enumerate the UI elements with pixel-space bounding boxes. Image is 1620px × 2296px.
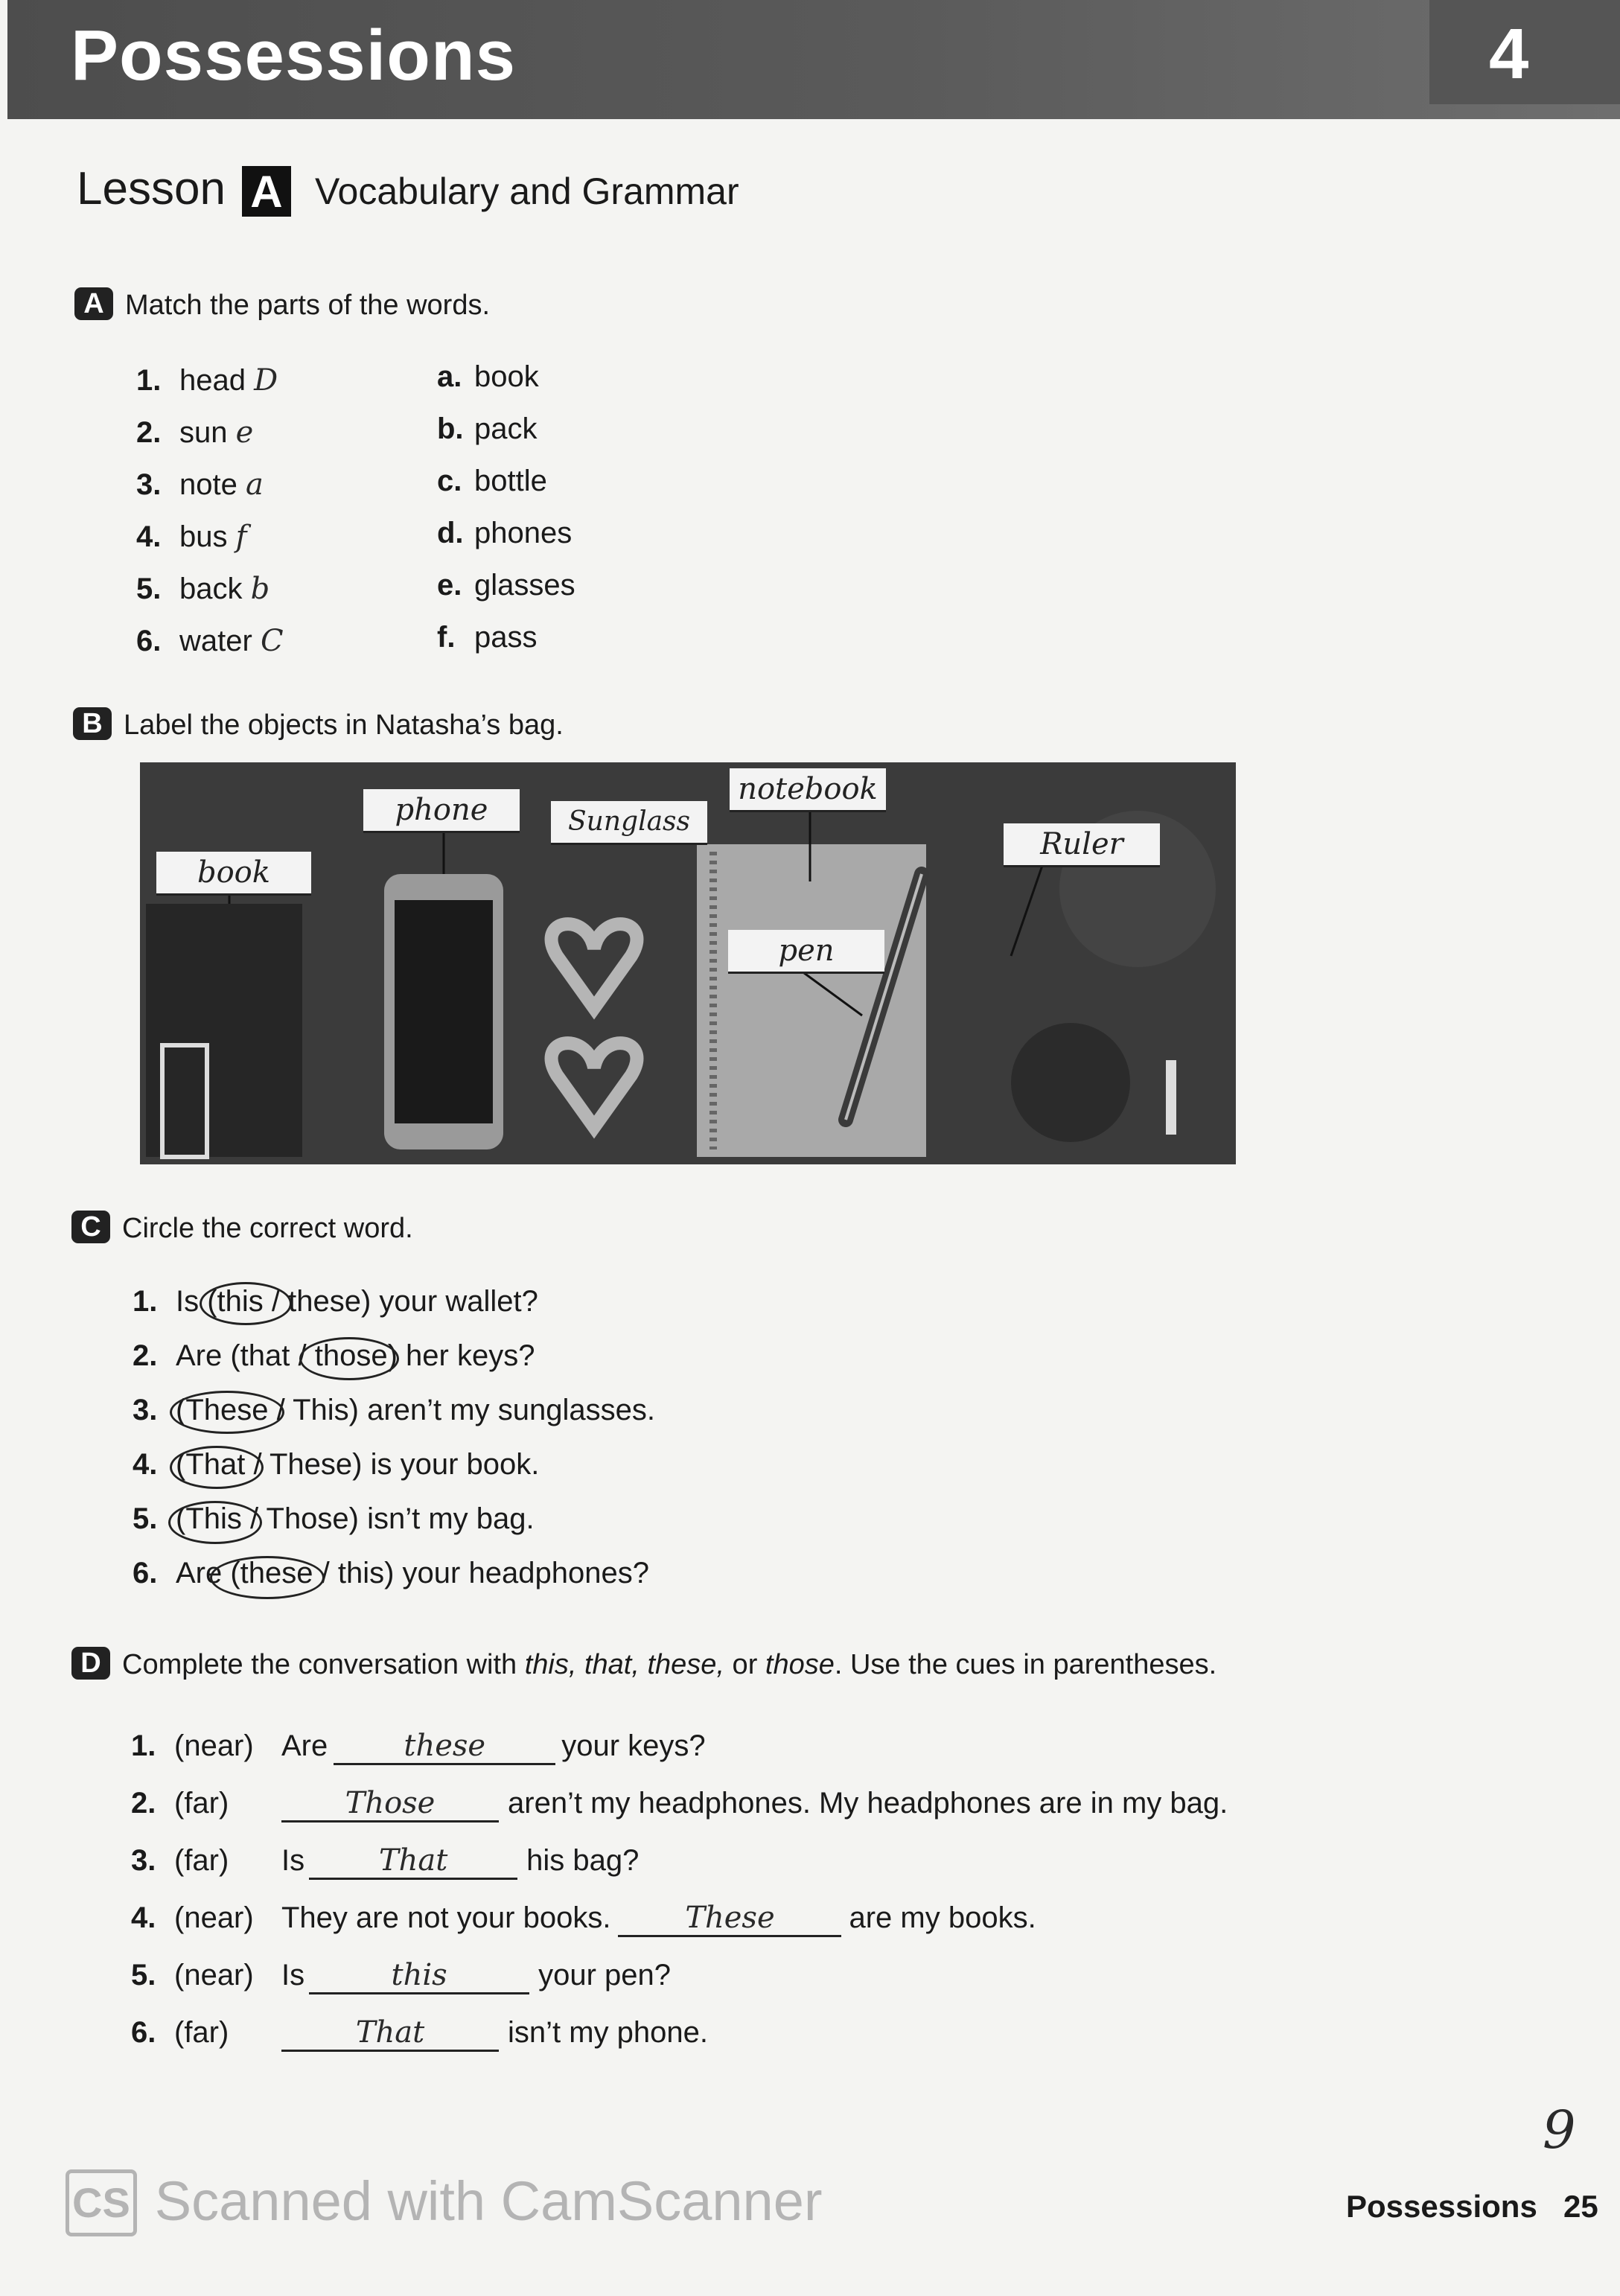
chapter-title: Possessions	[71, 16, 516, 95]
list-item: 5. (near) Is this your pen?	[131, 1958, 1546, 2015]
answer-circle	[170, 1446, 264, 1489]
list-item: 3. (far) Is That his bag?	[131, 1843, 1546, 1901]
list-item: 6. Are (these / this) your headphones?	[133, 1557, 649, 1589]
list-item: 6. (far) That isn’t my phone.	[131, 2015, 1546, 2073]
cue: (near)	[174, 1729, 254, 1762]
list-item: 1. (near) Are these your keys?	[131, 1729, 1546, 1786]
list-item: 5. back b	[136, 572, 270, 606]
margin-mark: 9	[1543, 2099, 1576, 2161]
label-ruler[interactable]: Ruler	[1004, 823, 1160, 867]
section-c-heading	[71, 1211, 413, 1245]
section-a-badge: A	[74, 287, 113, 320]
notebook-shape	[697, 844, 926, 1157]
answer-circle	[200, 1282, 292, 1325]
lesson-label: Lesson	[77, 163, 226, 214]
label-phone[interactable]: phone	[363, 789, 520, 833]
answer-circle	[170, 1391, 284, 1434]
list-item: 2. (far) Those aren’t my headphones. My headphones are in my bag.	[131, 1786, 1546, 1843]
unit-number: 4	[1489, 14, 1529, 94]
cue: (far)	[174, 1844, 229, 1877]
section-b-badge: B	[73, 707, 112, 740]
cue: (far)	[174, 1787, 229, 1820]
handwritten-answer: D	[254, 363, 278, 398]
answer-blank[interactable]: this	[309, 1958, 529, 1994]
target-words: this, that, these,	[524, 1649, 724, 1680]
handwritten-answer: e	[235, 415, 254, 450]
bag-contents-photo	[140, 762, 1236, 1164]
list-item: a. book	[437, 360, 539, 393]
handwritten-answer: a	[245, 468, 264, 502]
list-item: f. pass	[437, 621, 538, 654]
list-item: 3. (These / This) aren’t my sunglasses.	[133, 1394, 655, 1426]
section-d-badge: D	[71, 1647, 110, 1680]
book-shape	[146, 904, 302, 1157]
list-item: 3. note a	[136, 468, 264, 502]
footer-section-title: Possessions	[1346, 2189, 1537, 2224]
list-item: d. phones	[437, 517, 573, 549]
handwritten-answer: f	[235, 520, 247, 554]
section-d-heading: D Complete the conversation with this, that, these, or those. Use the cues in parentheses.	[71, 1647, 1216, 1681]
camscanner-logo-icon: CS	[66, 2169, 137, 2236]
answer-blank[interactable]: That	[281, 2015, 499, 2052]
section-a-instruction: Match the parts of the words.	[125, 290, 491, 321]
lesson-subtitle: Vocabulary and Grammar	[314, 170, 739, 212]
handwritten-answer: b	[250, 572, 270, 606]
section-a-heading	[74, 287, 490, 322]
section-b-instruction: Label the objects in Natasha’s bag.	[124, 709, 564, 741]
cue: (near)	[174, 1959, 254, 1992]
label-book[interactable]: book	[156, 852, 311, 896]
answer-blank[interactable]: Those	[281, 1786, 499, 1823]
list-item: e. glasses	[437, 569, 575, 602]
match-right-column	[437, 360, 575, 673]
list-item: 2. sun e	[136, 415, 254, 450]
scanner-text: Scanned with CamScanner	[154, 2170, 823, 2232]
list-item: 2. Are (that / those) her keys?	[133, 1339, 535, 1372]
answer-blank[interactable]: these	[334, 1729, 555, 1765]
cue: (near)	[174, 1901, 254, 1934]
match-left-column	[136, 363, 284, 676]
completion-list	[131, 1729, 1546, 2073]
lesson-letter-box: A	[242, 166, 291, 217]
list-item: c. bottle	[437, 465, 547, 497]
cue: (far)	[174, 2016, 229, 2049]
list-item: 4. (That / These) is your book.	[133, 1448, 540, 1481]
answer-blank[interactable]: These	[618, 1901, 841, 1937]
page-number: 25	[1563, 2189, 1598, 2224]
answer-circle	[299, 1337, 399, 1380]
section-c-instruction: Circle the correct word.	[122, 1213, 413, 1244]
section-b-heading	[73, 707, 564, 742]
answer-circle	[168, 1501, 262, 1544]
scanner-watermark	[66, 2169, 823, 2236]
list-item: 1. head D	[136, 363, 278, 398]
answer-blank[interactable]: That	[309, 1843, 517, 1880]
list-item: 5. (This / Those) isn’t my bag.	[133, 1502, 535, 1535]
list-item: 4. (near) They are not your books. These are my books.	[131, 1901, 1546, 1958]
label-sunglasses[interactable]: Sunglass	[551, 801, 707, 845]
phone-screen	[395, 900, 493, 1123]
list-item: 4. bus f	[136, 520, 247, 554]
lesson-heading	[77, 162, 739, 217]
list-item: 1. Is (this / these) your wallet?	[133, 1285, 538, 1318]
answer-circle	[210, 1556, 325, 1599]
label-pen[interactable]: pen	[728, 930, 884, 974]
label-notebook[interactable]: notebook	[730, 768, 886, 812]
list-item: 6. water C	[136, 624, 284, 658]
list-item: b. pack	[437, 412, 538, 445]
handwritten-answer: C	[260, 624, 284, 658]
section-c-badge: C	[71, 1211, 110, 1243]
